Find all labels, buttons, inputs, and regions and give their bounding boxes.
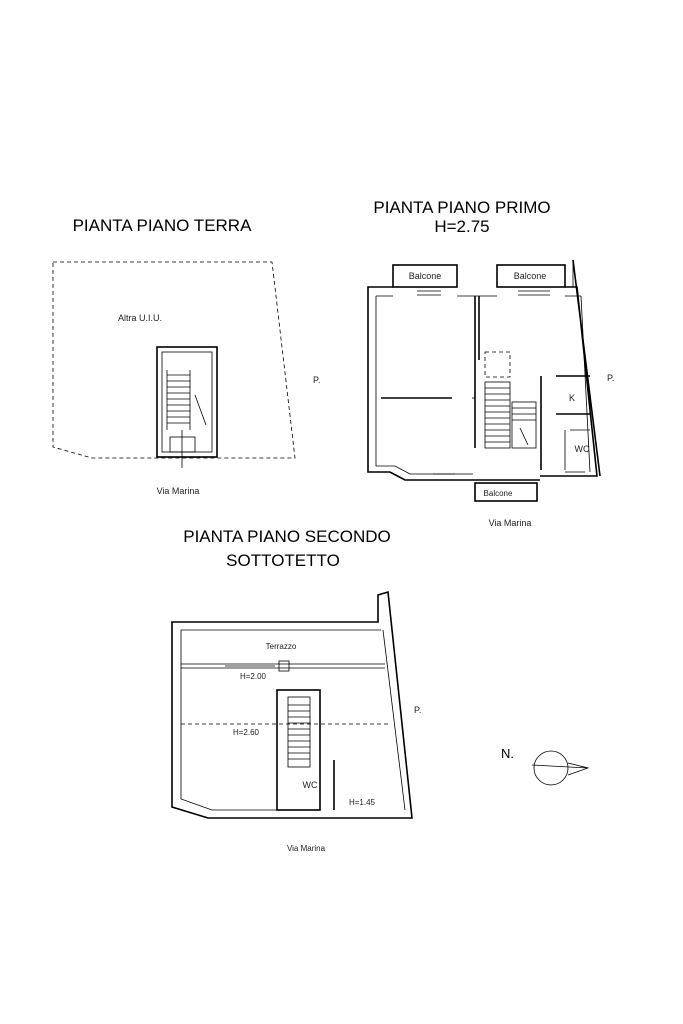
- balcony-left-label: Balcone: [408, 271, 442, 281]
- first-street-label: Via Marina: [488, 518, 532, 528]
- second-stair: [277, 690, 320, 810]
- north-label: N.: [501, 746, 514, 761]
- ground-floor-plan: [53, 216, 320, 496]
- first-internal-walls: [381, 296, 590, 470]
- kitchen-label: K: [568, 393, 576, 403]
- north-arrow: [501, 746, 588, 785]
- second-floor-title: PIANTA PIANO SECONDO: [183, 527, 391, 546]
- ground-street-label: Via Marina: [156, 486, 200, 496]
- second-floor-plan: [172, 527, 421, 853]
- first-floor-plan: [368, 198, 614, 528]
- first-wc-label: WC: [574, 444, 590, 454]
- first-side-mark: P.: [607, 373, 615, 383]
- wc-height-label: H=1.45: [348, 798, 376, 807]
- ground-stair-block: [157, 347, 217, 468]
- first-floor-title: PIANTA PIANO PRIMO: [373, 198, 551, 217]
- first-stair: [485, 352, 536, 448]
- terrace-height-label: H=2.00: [239, 672, 267, 681]
- first-floor-height: H=2.75: [434, 217, 490, 236]
- second-side-mark: P.: [414, 705, 422, 715]
- other-unit-outline: [53, 262, 295, 458]
- second-street-label: Via Marina: [286, 844, 326, 853]
- ground-floor-title: PIANTA PIANO TERRA: [72, 216, 252, 235]
- balcony-right-label: Balcone: [513, 271, 547, 281]
- ground-side-mark: P.: [313, 375, 321, 385]
- second-floor-subtitle: SOTTOTETTO: [226, 551, 340, 570]
- balcony-front-label: Balcone: [483, 489, 513, 498]
- other-unit-label: Altra U.I.U.: [117, 313, 163, 323]
- terrace-label: Terrazzo: [265, 642, 297, 651]
- second-wc-label: WC: [302, 780, 318, 790]
- main-height-label: H=2.60: [232, 728, 260, 737]
- terrace-rail: [181, 661, 385, 671]
